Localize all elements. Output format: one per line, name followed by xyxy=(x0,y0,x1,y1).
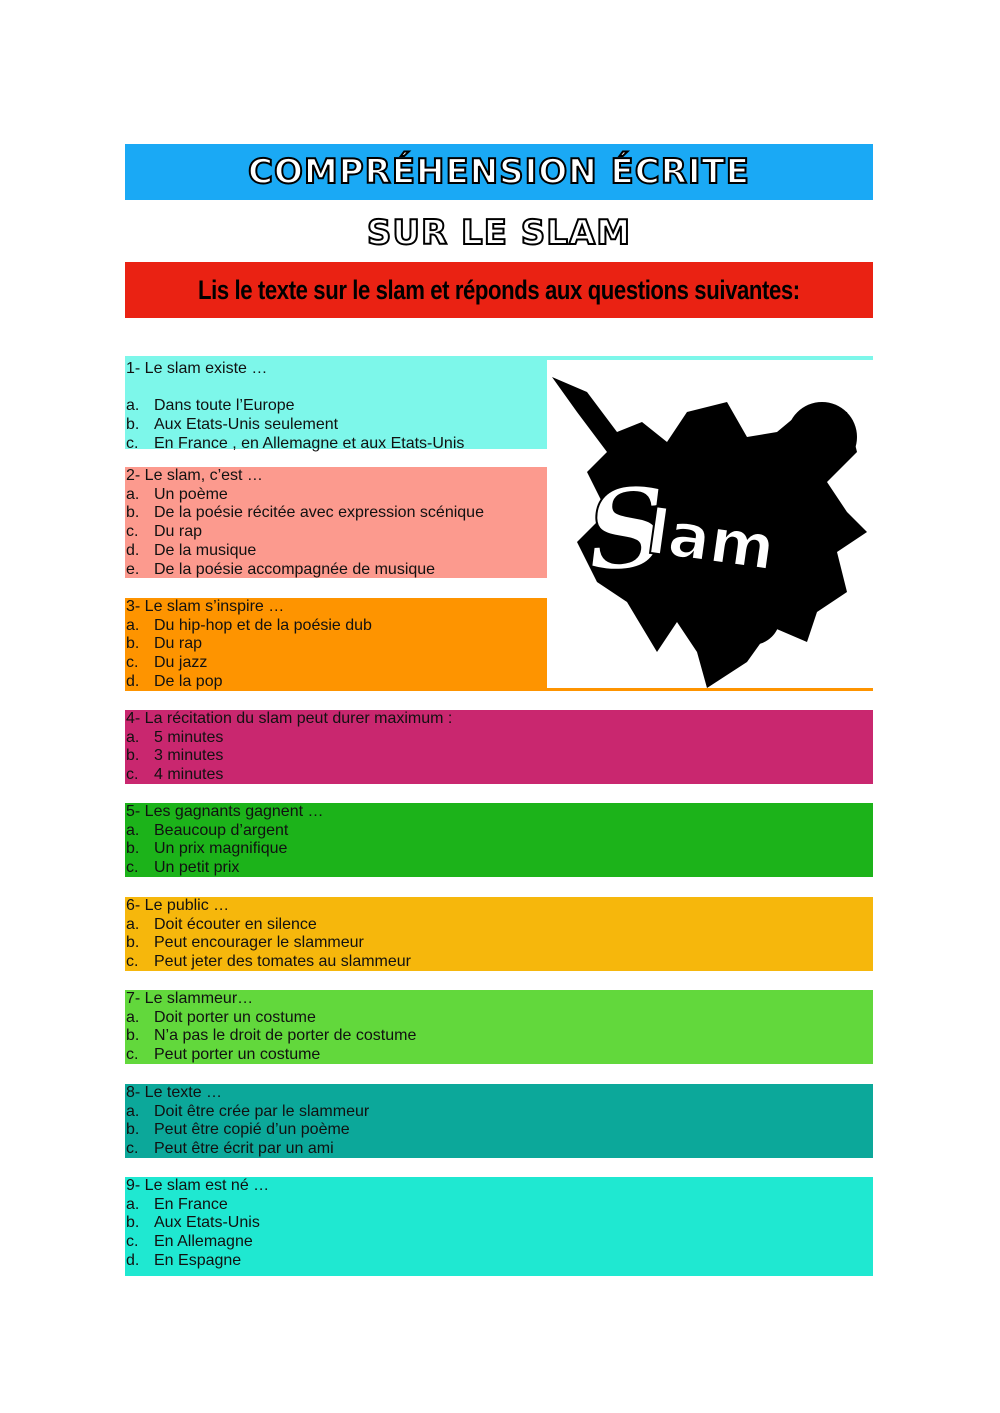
question-block-6 xyxy=(125,897,873,971)
option-text: De la musique xyxy=(154,541,257,559)
option-text: En France xyxy=(154,1195,228,1213)
option-text: Du rap xyxy=(154,635,203,653)
option-letter: a. xyxy=(126,1008,140,1026)
answer-option[interactable] xyxy=(126,486,547,505)
option-text: Un petit prix xyxy=(154,859,240,877)
question-block-8 xyxy=(125,1084,873,1158)
option-letter: d. xyxy=(126,541,140,559)
instruction-text: Lis le texte sur le slam et réponds aux questions suivantes: xyxy=(198,274,800,305)
answer-option[interactable] xyxy=(126,673,547,692)
option-text: Doit être crée par le slammeur xyxy=(154,1102,370,1120)
option-letter: b. xyxy=(126,1027,140,1045)
question-text: 1- Le slam existe … xyxy=(126,360,268,377)
option-letter: d. xyxy=(126,672,140,690)
option-letter: b. xyxy=(126,934,140,952)
answer-option[interactable] xyxy=(126,1009,873,1028)
instruction-banner xyxy=(125,262,873,318)
answer-option[interactable] xyxy=(126,504,547,523)
option-text: Un prix magnifique xyxy=(154,840,288,858)
option-text: 4 minutes xyxy=(154,766,224,784)
option-letter: b. xyxy=(126,747,140,765)
option-letter: b. xyxy=(126,504,140,522)
answer-option[interactable] xyxy=(126,617,547,636)
answer-option[interactable] xyxy=(126,1214,873,1233)
option-text: Peut jeter des tomates au slammeur xyxy=(154,953,412,971)
option-text: En France , en Allemagne et aux Etats-Unis xyxy=(154,434,465,452)
option-letter: a. xyxy=(126,616,140,634)
option-text: Dans toute l’Europe xyxy=(154,397,295,415)
option-text: Peut être copié d’un poème xyxy=(154,1121,350,1139)
option-text: 5 minutes xyxy=(154,728,224,746)
option-letter: a. xyxy=(126,397,140,415)
question-block-4 xyxy=(125,710,873,784)
answer-option[interactable] xyxy=(126,1121,873,1140)
question-text: 6- Le public … xyxy=(126,897,230,914)
option-letter: e. xyxy=(126,560,140,578)
ink-splat-icon xyxy=(547,362,873,688)
answer-option[interactable] xyxy=(126,635,547,654)
question-block-1 xyxy=(125,360,547,452)
page-title: COMPRÉHENSION ÉCRITE xyxy=(248,152,750,192)
subtitle-banner xyxy=(125,208,873,258)
answer-option[interactable] xyxy=(126,1103,873,1122)
answer-option[interactable] xyxy=(126,1252,873,1271)
option-letter: a. xyxy=(126,728,140,746)
question-block-9 xyxy=(125,1177,873,1276)
option-text: Du hip-hop et de la poésie dub xyxy=(154,616,372,634)
answer-option[interactable] xyxy=(126,1027,873,1046)
title-banner xyxy=(125,144,873,200)
answer-option[interactable] xyxy=(126,561,547,580)
option-letter: b. xyxy=(126,1214,140,1232)
question-text: 5- Les gagnants gagnent … xyxy=(126,803,324,820)
option-text: Aux Etats-Unis xyxy=(154,1214,260,1232)
option-letter: c. xyxy=(126,654,139,672)
svg-text:S: S xyxy=(582,461,672,597)
option-text: De la poésie récitée avec expression scénique xyxy=(154,504,484,522)
option-letter: c. xyxy=(126,1140,139,1158)
option-text: En Espagne xyxy=(154,1251,242,1269)
option-text: Peut porter un costume xyxy=(154,1046,321,1064)
option-letter: a. xyxy=(126,915,140,933)
answer-option[interactable] xyxy=(126,435,547,454)
option-letter: a. xyxy=(126,485,140,503)
slam-logo-image xyxy=(547,362,873,688)
option-text: Beaucoup d’argent xyxy=(154,821,289,839)
option-letter: c. xyxy=(126,523,139,541)
option-letter: a. xyxy=(126,821,140,839)
option-letter: c. xyxy=(126,1046,139,1064)
answer-option[interactable] xyxy=(126,766,873,785)
option-letter: b. xyxy=(126,1121,140,1139)
question-text: 9- Le slam est né … xyxy=(126,1177,270,1194)
option-text: Peut encourager le slammeur xyxy=(154,934,364,952)
answer-option[interactable] xyxy=(126,1233,873,1252)
option-letter: d. xyxy=(126,1251,140,1269)
answer-option[interactable] xyxy=(126,654,547,673)
option-text: Un poème xyxy=(154,485,228,503)
option-letter: c. xyxy=(126,953,139,971)
option-letter: a. xyxy=(126,1102,140,1120)
answer-option[interactable] xyxy=(126,397,547,416)
answer-option[interactable] xyxy=(126,840,873,859)
answer-option[interactable] xyxy=(126,934,873,953)
question-block-5 xyxy=(125,803,873,877)
option-letter: a. xyxy=(126,1195,140,1213)
answer-option[interactable] xyxy=(126,729,873,748)
answer-option[interactable] xyxy=(126,916,873,935)
question-text: 8- Le texte … xyxy=(126,1084,223,1101)
option-text: N’a pas le droit de porter de costume xyxy=(154,1027,417,1045)
option-letter: b. xyxy=(126,840,140,858)
option-letter: c. xyxy=(126,859,139,877)
option-text: De la poésie accompagnée de musique xyxy=(154,560,436,578)
answer-option[interactable] xyxy=(126,1140,873,1159)
page-subtitle: SUR LE SLAM xyxy=(366,213,632,253)
question-block-2 xyxy=(125,467,547,578)
option-text: Du jazz xyxy=(154,654,208,672)
option-text: 3 minutes xyxy=(154,747,224,765)
option-text: Doit porter un costume xyxy=(154,1008,316,1026)
option-letter: c. xyxy=(126,1233,139,1251)
option-letter: b. xyxy=(126,416,140,434)
question-text: 4- La récitation du slam peut durer maximum : xyxy=(126,710,453,727)
question-block-3 xyxy=(125,598,547,689)
answer-option[interactable] xyxy=(126,1046,873,1065)
answer-option[interactable] xyxy=(126,416,547,435)
option-text: Aux Etats-Unis seulement xyxy=(154,416,339,434)
question-text: 7- Le slammeur… xyxy=(126,990,254,1007)
option-text: Peut être écrit par un ami xyxy=(154,1140,334,1158)
option-letter: b. xyxy=(126,635,140,653)
option-letter: c. xyxy=(126,766,139,784)
svg-text:lam: lam xyxy=(642,494,780,585)
option-text: De la pop xyxy=(154,672,223,690)
answer-option[interactable] xyxy=(126,523,547,542)
question-text: 3- Le slam s’inspire … xyxy=(126,598,285,615)
answer-option[interactable] xyxy=(126,747,873,766)
option-text: En Allemagne xyxy=(154,1233,253,1251)
option-text: Du rap xyxy=(154,523,203,541)
option-text: Doit écouter en silence xyxy=(154,915,317,933)
answer-option[interactable] xyxy=(126,822,873,841)
question-block-7 xyxy=(125,990,873,1064)
option-letter: c. xyxy=(126,434,139,452)
answer-option[interactable] xyxy=(126,953,873,972)
answer-option[interactable] xyxy=(126,859,873,878)
answer-option[interactable] xyxy=(126,542,547,561)
spacer xyxy=(126,379,547,398)
answer-option[interactable] xyxy=(126,1196,873,1215)
question-text: 2- Le slam, c’est … xyxy=(126,467,263,484)
